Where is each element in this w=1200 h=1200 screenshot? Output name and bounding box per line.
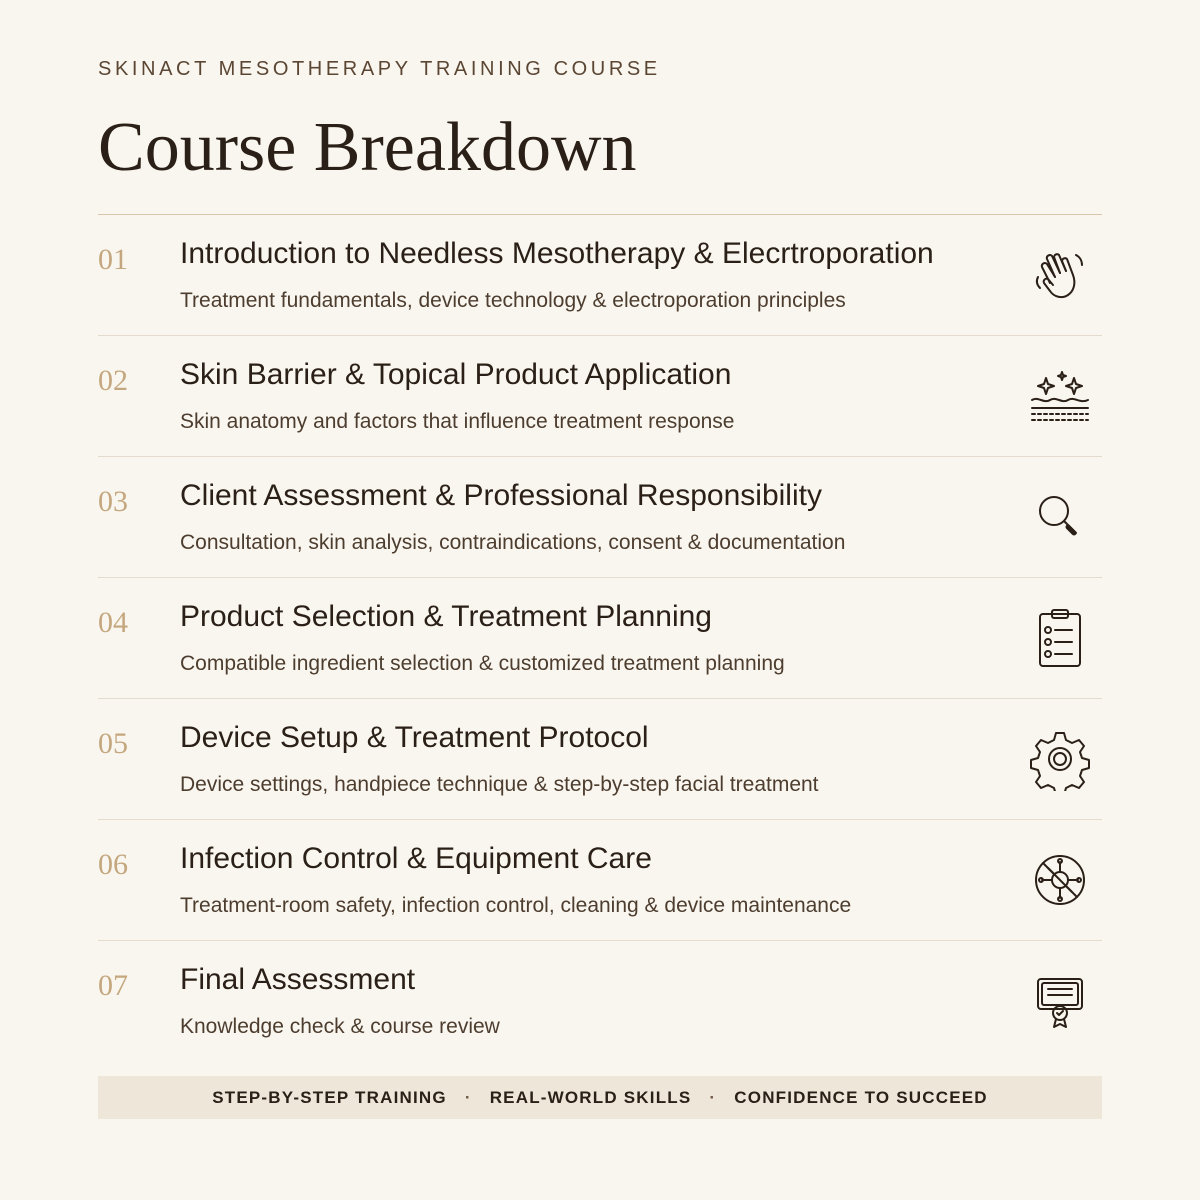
magnifier-icon — [1028, 485, 1092, 549]
gear-icon — [1028, 727, 1092, 791]
footer-highlights — [98, 1076, 1102, 1119]
module-list — [98, 215, 1102, 1061]
module-title: Final Assessment — [180, 963, 416, 996]
module-number: 02 — [98, 364, 128, 397]
module-number: 04 — [98, 606, 128, 639]
page-title: Course Breakdown — [98, 109, 637, 186]
module-title: Introduction to Needless Mesotherapy & Elecrtroporation — [180, 237, 934, 270]
module-description: Compatible ingredient selection & customized treatment planning — [180, 652, 785, 675]
skin-layers-sparkle-icon — [1028, 364, 1092, 428]
footer-item-step-by-step: STEP-BY-STEP TRAINING — [212, 1087, 447, 1107]
module-item-06 — [98, 820, 1102, 941]
module-item-05 — [98, 699, 1102, 820]
module-title: Skin Barrier & Topical Product Application — [180, 358, 732, 391]
module-item-02 — [98, 336, 1102, 457]
course-eyebrow: SKINACT MESOTHERAPY TRAINING COURSE — [98, 58, 661, 80]
module-description: Device settings, handpiece technique & step-by-step facial treatment — [180, 773, 819, 796]
module-description: Consultation, skin analysis, contraindications, consent & documentation — [180, 531, 846, 554]
module-item-03 — [98, 457, 1102, 578]
certificate-icon — [1028, 969, 1092, 1033]
module-description: Skin anatomy and factors that influence treatment response — [180, 410, 735, 433]
module-title: Infection Control & Equipment Care — [180, 842, 652, 875]
hand-wave-icon — [1028, 243, 1092, 307]
footer-item-real-world: REAL-WORLD SKILLS — [489, 1087, 692, 1107]
footer-separator: · — [709, 1087, 717, 1107]
module-item-07 — [98, 941, 1102, 1061]
module-item-04 — [98, 578, 1102, 699]
no-virus-icon — [1028, 848, 1092, 912]
module-number: 03 — [98, 485, 128, 518]
module-description: Knowledge check & course review — [180, 1015, 500, 1038]
module-item-01 — [98, 215, 1102, 336]
module-number: 05 — [98, 727, 128, 760]
footer-separator: · — [464, 1087, 472, 1107]
module-number: 07 — [98, 969, 128, 1002]
clipboard-checklist-icon — [1028, 606, 1092, 670]
footer-item-confidence: CONFIDENCE TO SUCCEED — [734, 1087, 988, 1107]
module-title: Product Selection & Treatment Planning — [180, 600, 712, 633]
module-number: 06 — [98, 848, 128, 881]
module-number: 01 — [98, 243, 128, 276]
module-title: Device Setup & Treatment Protocol — [180, 721, 649, 754]
module-description: Treatment-room safety, infection control, cleaning & device maintenance — [180, 894, 852, 917]
module-title: Client Assessment & Professional Responsibility — [180, 479, 822, 512]
module-description: Treatment fundamentals, device technology & electroporation principles — [180, 289, 846, 312]
